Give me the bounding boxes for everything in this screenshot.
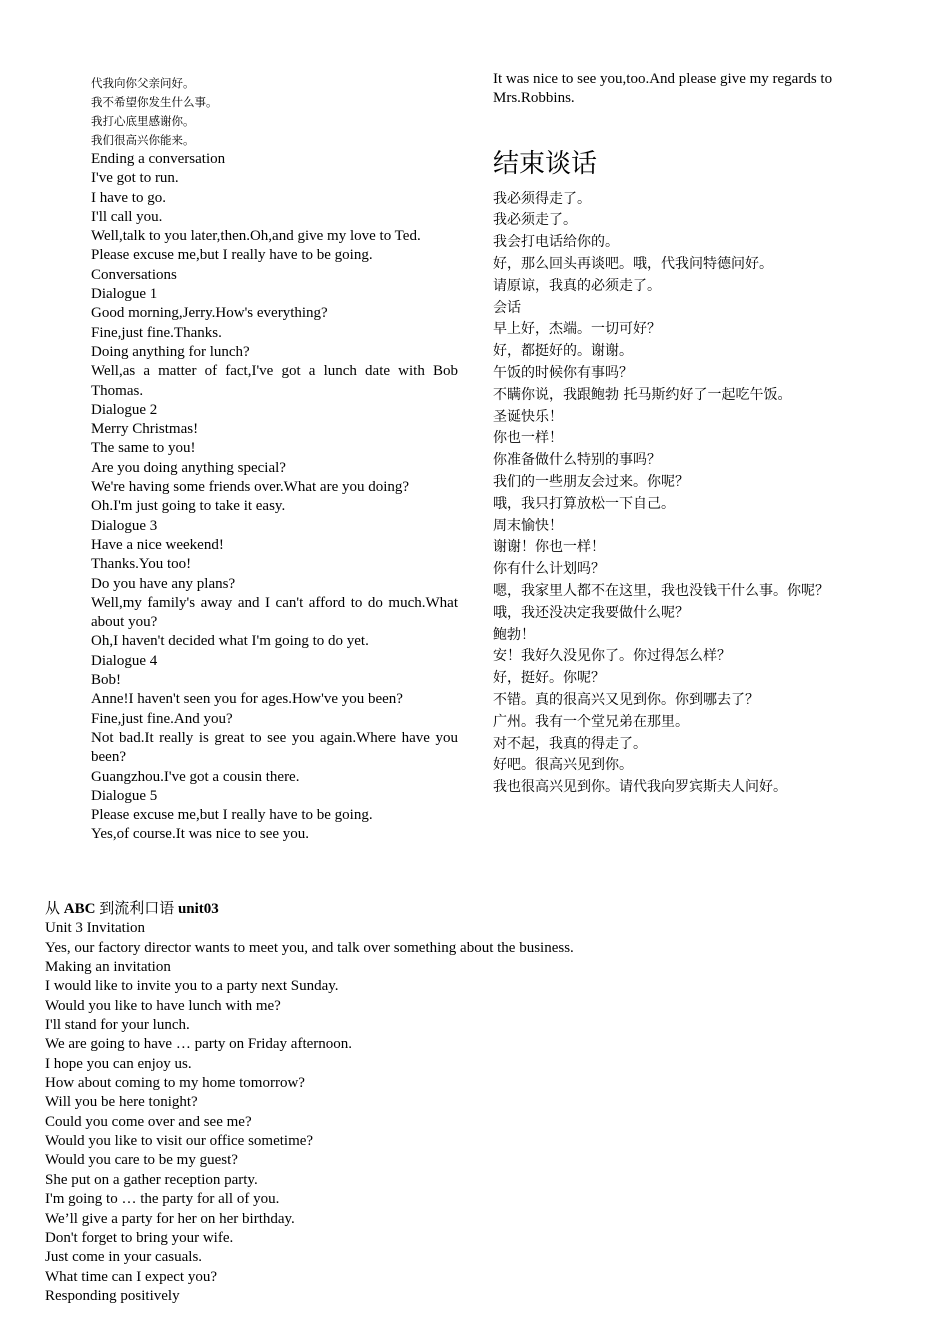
zh-line: 你也一样！ — [493, 430, 563, 447]
en-line: Would you like to visit our office sometime? — [45, 1133, 314, 1150]
unit03-section — [45, 900, 905, 1306]
unit-heading — [45, 900, 905, 919]
right-column — [493, 70, 865, 799]
zh-line: 我必须走了。 — [493, 212, 577, 229]
zh-line-list — [493, 189, 865, 799]
en-line: We're having some friends over.What are you doing? — [91, 479, 410, 496]
unit-title: Unit 3 Invitation — [45, 920, 145, 937]
heading-mid: 到流利口语 — [95, 901, 178, 917]
zh-line: 安！我好久没见你了。你过得怎么样？ — [493, 648, 731, 665]
dialogue-heading: Dialogue 5 — [91, 787, 158, 804]
en-line: I've got to run. — [91, 170, 179, 187]
zh-line: 好吧。很高兴见到你。 — [493, 757, 633, 774]
section-heading: Ending a conversation — [91, 151, 226, 167]
zh-line: 不错。真的很高兴又见到你。你到哪去了？ — [493, 691, 759, 708]
zh-line: 我也很高兴见到你。请代我向罗宾斯夫人问好。 — [493, 779, 787, 796]
en-line: Yes,of course.It was nice to see you. — [91, 826, 310, 843]
en-line: Oh,I haven't decided what I'm going to do yet. — [91, 633, 369, 650]
zh-line: 嗯，我家里人都不在这里，我也没钱干什么事。你呢？ — [493, 582, 829, 599]
left-column — [91, 74, 458, 845]
en-line: She put on a gather reception party. — [45, 1171, 258, 1188]
en-line: Well,as a matter of fact,I've got a lunch date with Bob Thomas. — [91, 363, 458, 399]
en-line: Please excuse me,but I really have to be going. — [91, 247, 373, 264]
en-line: Thanks.You too! — [91, 556, 192, 573]
zh-line: 午饭的时候你有事吗？ — [493, 364, 633, 381]
dialogue-heading: Dialogue 2 — [91, 401, 158, 418]
zh-line: 对不起，我真的得走了。 — [493, 735, 647, 752]
en-line: Fine,just fine.Thanks. — [91, 324, 222, 341]
zh-line: 好，都挺好的。谢谢。 — [493, 343, 633, 360]
intro-line: It was nice to see you,too.And please give my regards to Mrs.Robbins. — [493, 71, 833, 107]
en-line: I'm going to … the party for all of you. — [45, 1191, 280, 1208]
en-line: Bob! — [91, 672, 121, 689]
zh-line: 不瞒你说，我跟鲍勃 托马斯约好了一起吃午饭。 — [493, 386, 792, 403]
en-line: Yes, our factory director wants to meet you, and talk over something about the business. — [45, 939, 574, 956]
en-line: I'll call you. — [91, 208, 163, 225]
en-line: I hope you can enjoy us. — [45, 1055, 192, 1072]
zh-line: 我会打电话给你的。 — [493, 234, 619, 251]
zh-line: 哦，我还没决定我要做什么呢？ — [493, 604, 689, 621]
en-line: Well,talk to you later,then.Oh,and give my love to Ted. — [91, 228, 421, 245]
zh-phrase: 代我向你父亲问好。 — [91, 76, 195, 90]
zh-phrase: 我们很高兴你能来。 — [91, 133, 195, 147]
zh-line: 周末愉快！ — [493, 517, 563, 534]
zh-phrase: 我打心底里感谢你。 — [91, 114, 195, 128]
en-line: What time can I expect you? — [45, 1268, 218, 1285]
zh-line: 哦，我只打算放松一下自己。 — [493, 495, 675, 512]
heading-prefix: 从 — [45, 901, 64, 917]
zh-line: 我们的一些朋友会过来。你呢？ — [493, 473, 689, 490]
section-heading: Making an invitation — [45, 959, 171, 976]
en-line: I would like to invite you to a party next Sunday. — [45, 978, 339, 995]
dialogue-heading: Dialogue 3 — [91, 517, 158, 534]
dialogue-heading: Dialogue 4 — [91, 652, 158, 669]
en-line: Could you come over and see me? — [45, 1113, 252, 1130]
zh-line: 好，那么回头再谈吧。哦，代我问特德问好。 — [493, 255, 773, 272]
zh-line: 你准备做什么特别的事吗？ — [493, 452, 661, 469]
en-line: Not bad.It really is great to see you again.Where have you been? — [91, 729, 458, 766]
en-line: I have to go. — [91, 189, 166, 206]
section-heading: Responding positively — [45, 1287, 180, 1304]
en-line: Are you doing anything special? — [91, 459, 286, 476]
en-line: Doing anything for lunch? — [91, 343, 250, 360]
section-title: 结束谈话 — [493, 148, 598, 179]
zh-line: 广州。我有一个堂兄弟在那里。 — [493, 713, 689, 730]
zh-line: 好，挺好。你呢？ — [493, 670, 605, 687]
en-line: Well,my family's away and I can't afford to do much.What about you? — [91, 594, 458, 631]
section-heading: Conversations — [91, 266, 177, 283]
dialogue-heading: Dialogue 1 — [91, 286, 158, 303]
zh-line: 会话 — [493, 299, 521, 316]
en-line: Don't forget to bring your wife. — [45, 1229, 234, 1246]
en-line: Would you like to have lunch with me? — [45, 997, 281, 1014]
zh-line: 早上好，杰端。一切可好？ — [493, 321, 661, 338]
heading-abc: ABC — [63, 901, 96, 917]
heading-unit: unit03 — [177, 901, 219, 917]
en-line: How about coming to my home tomorrow? — [45, 1075, 305, 1092]
zh-line: 我必须得走了。 — [493, 190, 591, 207]
zh-line: 谢谢！你也一样！ — [493, 539, 605, 556]
zh-line: 请原谅，我真的必须走了。 — [493, 277, 661, 294]
en-line: We’ll give a party for her on her birthday. — [45, 1210, 295, 1227]
en-line: The same to you! — [91, 440, 196, 457]
en-line: Do you have any plans? — [91, 575, 236, 592]
zh-line: 你有什么计划吗？ — [493, 561, 605, 578]
zh-phrase-list — [91, 74, 458, 150]
en-line: Have a nice weekend! — [91, 536, 224, 553]
en-line: Merry Christmas! — [91, 421, 199, 438]
en-line: Just come in your casuals. — [45, 1249, 203, 1266]
en-line: Oh.I'm just going to take it easy. — [91, 498, 286, 515]
en-line: I'll stand for your lunch. — [45, 1017, 190, 1034]
en-line: Fine,just fine.And you? — [91, 710, 233, 727]
zh-line: 圣诞快乐！ — [493, 408, 563, 425]
en-line: Good morning,Jerry.How's everything? — [91, 305, 328, 322]
en-line-list — [91, 150, 458, 845]
en-line: Guangzhou.I've got a cousin there. — [91, 768, 300, 785]
en-line: Would you care to be my guest? — [45, 1152, 238, 1169]
en-line: Anne!I haven't seen you for ages.How've you been? — [91, 691, 403, 708]
zh-line: 鲍勃！ — [493, 626, 535, 643]
en-line: We are going to have … party on Friday afternoon. — [45, 1036, 353, 1053]
en-line: Please excuse me,but I really have to be going. — [91, 807, 373, 824]
en-line: Will you be here tonight? — [45, 1094, 198, 1111]
zh-phrase: 我不希望你发生什么事。 — [91, 95, 218, 109]
